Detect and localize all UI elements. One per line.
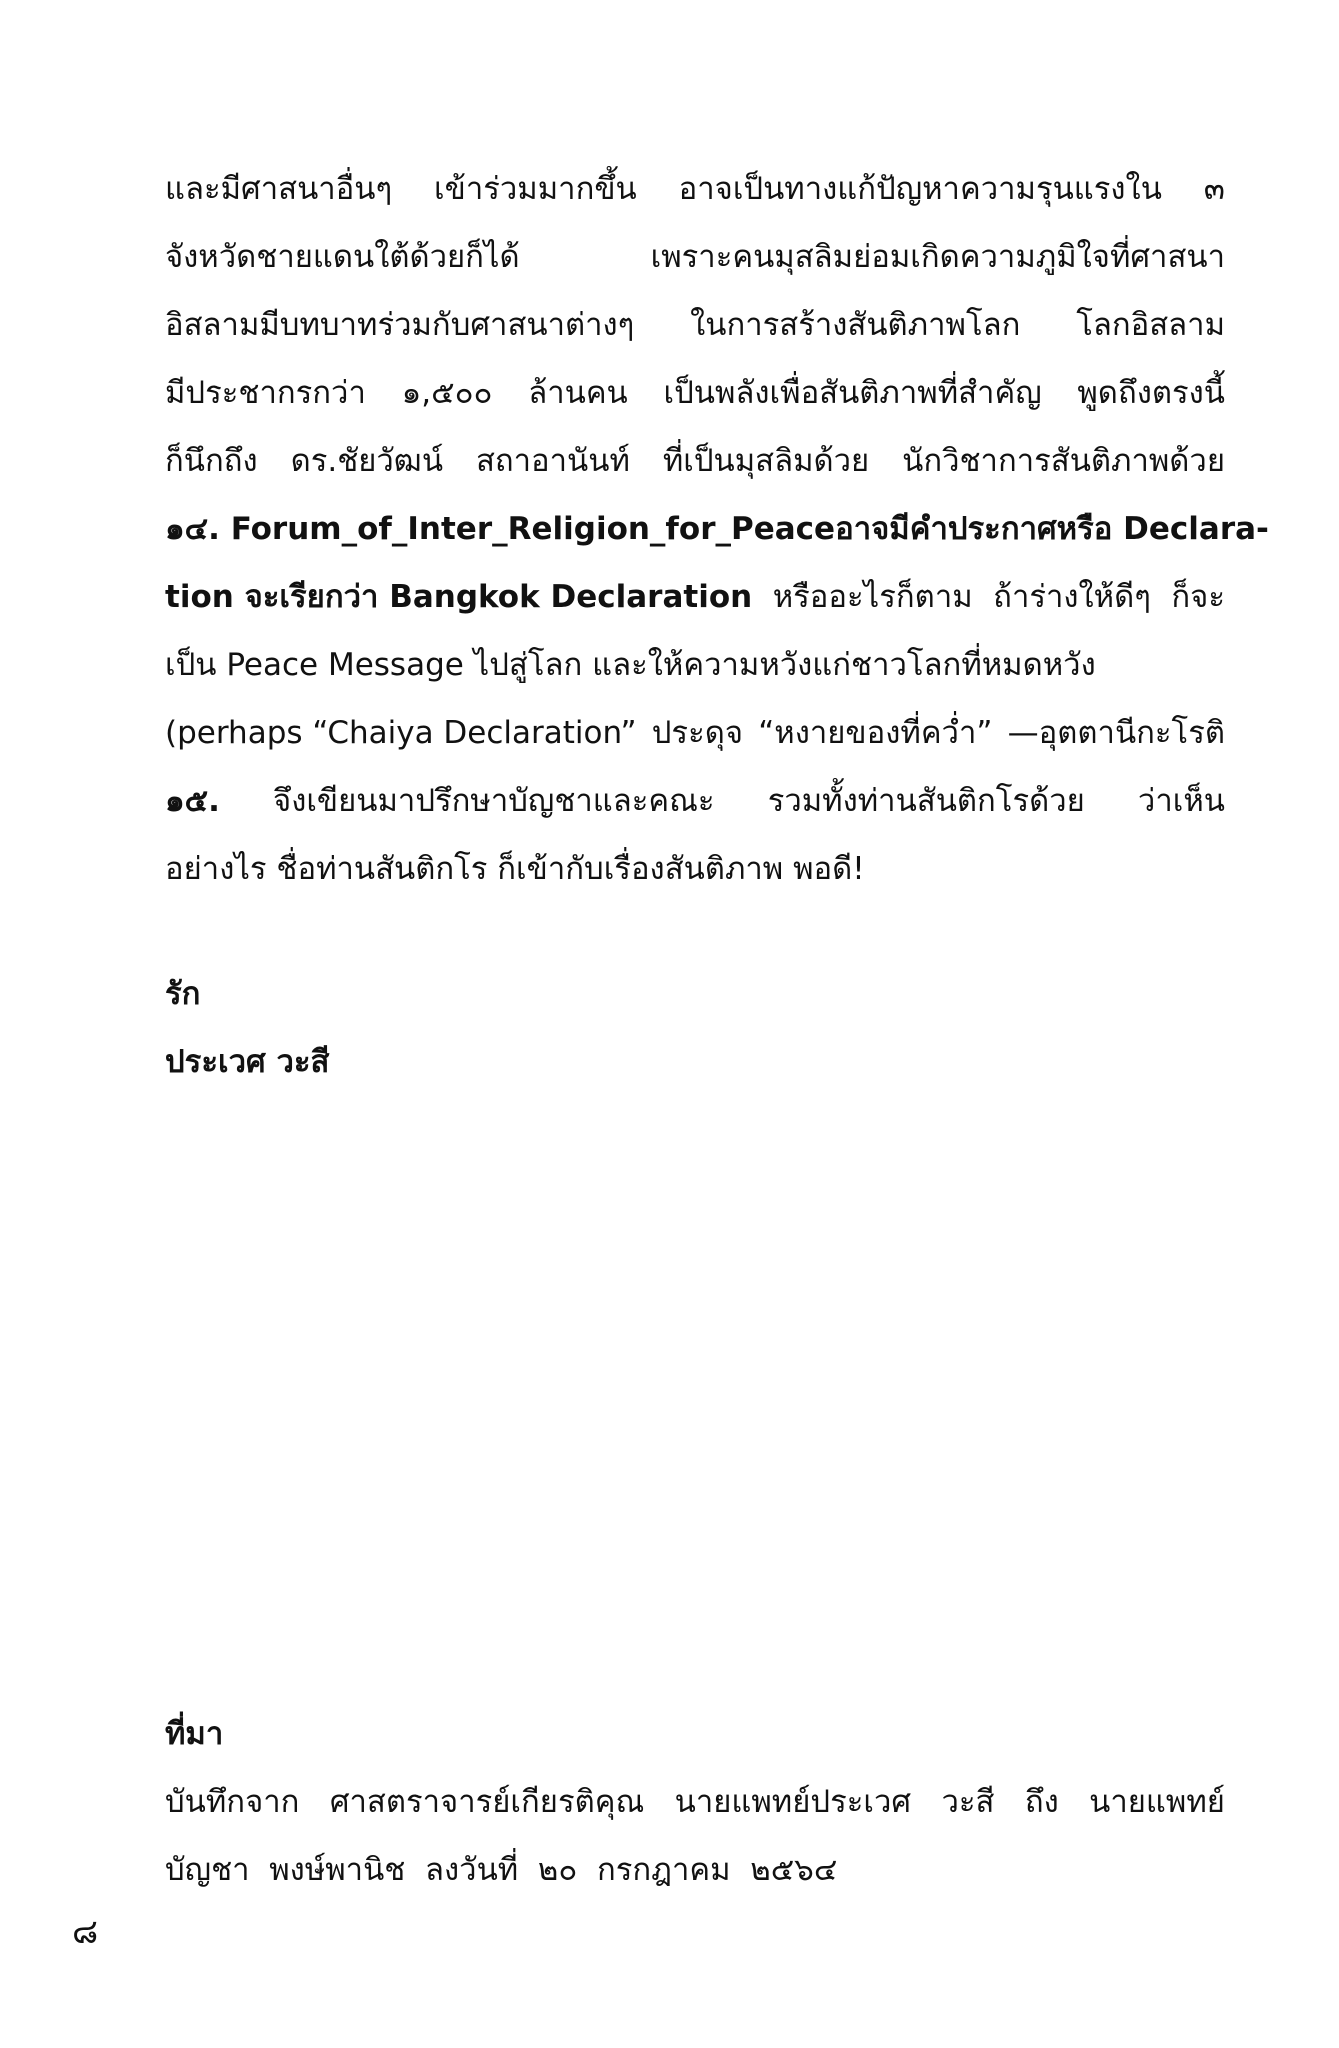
body-text-segment: —อุตตานีกะโรติ	[1007, 715, 1225, 751]
source-text-segment: นายแพทย์	[1089, 1784, 1225, 1820]
body-text-segment: ก็นึกถึง	[165, 443, 258, 479]
body-text-segment: หรืออะไรก็ตาม	[772, 579, 973, 615]
body-text-segment: เพราะคนมุสลิมย่อมเกิดความภูมิใจที่ศาสนา	[650, 239, 1225, 275]
body-line	[165, 835, 1225, 903]
body-text-segment: ๓	[1203, 171, 1225, 207]
source-text-segment: บันทึกจาก	[165, 1784, 300, 1820]
body-text-segment: “หงายของที่คว่ำ”	[758, 715, 993, 751]
body-text-segment: ๑๕.	[165, 783, 220, 819]
body-text-segment: นักวิชาการสันติภาพด้วย	[902, 443, 1225, 479]
body-text-segment: อาจมีคำประกาศหรือ Declara-	[835, 511, 1269, 547]
body-line	[165, 767, 1225, 835]
body-line	[165, 699, 1225, 767]
body-line	[165, 427, 1225, 495]
body-text-segment: ประดุจ	[651, 715, 744, 751]
source-text-segment: ศาสตราจารย์เกียรติคุณ	[329, 1784, 645, 1820]
source-heading: ที่มา	[165, 1716, 224, 1752]
body-text-segment: พูดถึงตรงนี้	[1077, 375, 1225, 411]
body-text-segment: จึงเขียนมาปรึกษาบัญชาและคณะ	[273, 783, 715, 819]
page-number: ๘	[72, 1912, 99, 1952]
body-text-segment: ดร.ชัยวัฒน์	[290, 443, 444, 479]
body-text-segment: ๑,๕๐๐	[401, 375, 493, 411]
body-text-segment: ในการสร้างสันติภาพโลก	[690, 307, 1021, 343]
body-text-segment: ถ้าร่างให้ดีๆ	[993, 579, 1151, 615]
source-line-2: บัญชา พงษ์พานิช ลงวันที่ ๒๐ กรกฎาคม ๒๕๖๔	[165, 1852, 838, 1888]
body-text-segment: เป็น Peace Message ไปสู่โลก และให้ความหวังแก่ชาวโลกที่หมดหวัง	[165, 647, 1096, 683]
signature: ประเวศ วะสี	[165, 1044, 330, 1080]
salutation: รัก	[165, 976, 201, 1012]
source-text-segment: ถึง	[1024, 1784, 1059, 1820]
body-text-segment: มีประชากรกว่า	[165, 375, 366, 411]
body-text-segment: ที่เป็นมุสลิมด้วย	[662, 443, 870, 479]
source-text-segment: วะสี	[941, 1784, 995, 1820]
body-text-segment: รวมทั้งท่านสันติกโรด้วย	[767, 783, 1085, 819]
body-text-segment: อย่างไร ชื่อท่านสันติกโร ก็เข้ากับเรื่องสันติภาพ พอดี!	[165, 851, 865, 887]
letter-closing	[165, 960, 765, 1096]
letter-body	[165, 155, 1269, 903]
body-text-segment: ๑๔. Forum_of_Inter_Religion_for_Peace	[165, 511, 836, 547]
body-text-segment: จังหวัดชายแดนใต้ด้วยก็ได้	[165, 239, 520, 275]
body-line	[165, 495, 1269, 563]
body-text-segment: เข้าร่วมมากขึ้น	[434, 171, 637, 207]
body-text-segment: tion จะเรียกว่า Bangkok Declaration	[165, 579, 753, 615]
body-text-segment: ก็จะ	[1171, 579, 1225, 615]
body-line	[165, 155, 1225, 223]
body-text-segment: ล้านคน	[528, 375, 628, 411]
body-text-segment: และมีศาสนาอื่นๆ	[165, 171, 393, 207]
body-text-segment: อิสลามมีบทบาทร่วมกับศาสนาต่างๆ	[165, 307, 635, 343]
body-text-segment: ว่าเห็น	[1137, 783, 1225, 819]
source-section	[165, 1700, 1225, 1904]
body-text-segment: อาจเป็นทางแก้ปัญหาความรุนแรงใน	[678, 171, 1162, 207]
body-text-segment: เป็นพลังเพื่อสันติภาพที่สำคัญ	[663, 375, 1042, 411]
body-line	[165, 223, 1225, 291]
body-line	[165, 291, 1225, 359]
body-line	[165, 563, 1225, 631]
body-text-segment: โลกอิสลาม	[1076, 307, 1225, 343]
source-text-segment: นายแพทย์ประเวศ	[674, 1784, 912, 1820]
body-text-segment: สถาอานันท์	[475, 443, 630, 479]
body-text-segment: (perhaps “Chaiya Declaration”	[165, 715, 637, 751]
body-line	[165, 359, 1225, 427]
source-line-1	[165, 1768, 1225, 1836]
body-line	[165, 631, 1225, 699]
